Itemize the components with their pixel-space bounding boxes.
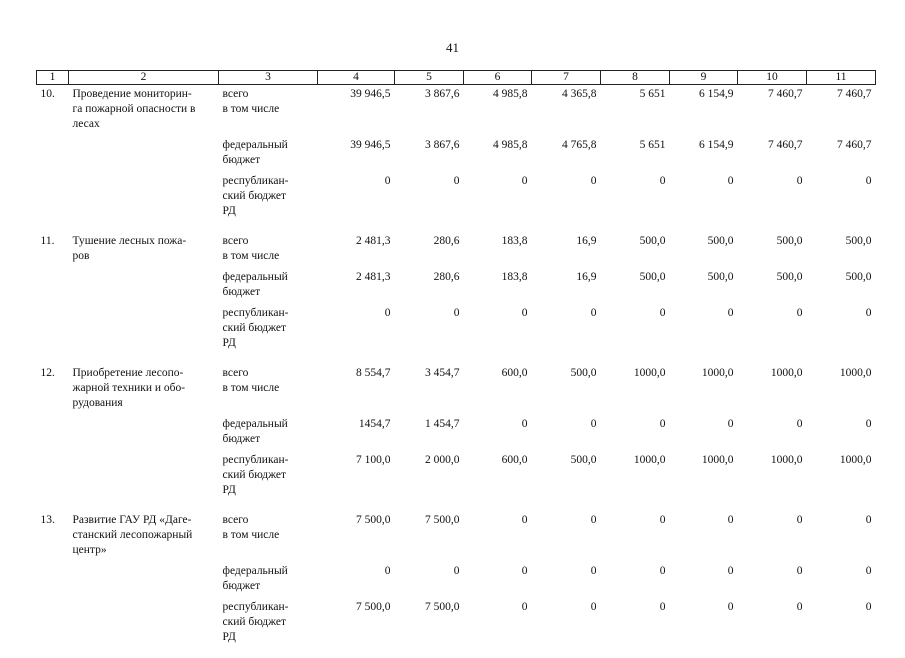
amount-cell: 1000,0	[670, 451, 738, 511]
funding-source: всего в том числе	[219, 364, 318, 415]
amount-cell: 0	[738, 562, 807, 598]
amount-cell: 500,0	[738, 268, 807, 304]
amount-cell: 0	[738, 415, 807, 451]
amount-cell: 16,9	[532, 232, 601, 268]
amount-cell: 0	[601, 511, 670, 562]
amount-cell: 6 154,9	[670, 85, 738, 137]
amount-cell: 7 460,7	[807, 85, 876, 137]
amount-cell: 280,6	[395, 268, 464, 304]
amount-cell: 0	[601, 304, 670, 364]
amount-cell: 3 867,6	[395, 136, 464, 172]
funding-source: республикан- ский бюджет РД	[219, 172, 318, 232]
amount-cell: 500,0	[670, 232, 738, 268]
amount-cell: 0	[807, 598, 876, 658]
header-row	[37, 71, 876, 85]
amount-cell: 500,0	[738, 232, 807, 268]
table-row	[37, 268, 876, 304]
amount-cell: 0	[318, 562, 395, 598]
amount-cell: 0	[532, 415, 601, 451]
amount-cell: 2 481,3	[318, 268, 395, 304]
amount-cell: 1000,0	[601, 364, 670, 415]
column-header-5: 5	[395, 71, 464, 85]
activity-name: Проведение мониторин- га пожарной опасности в лесах	[69, 85, 219, 137]
amount-cell: 2 000,0	[395, 451, 464, 511]
amount-cell: 0	[738, 511, 807, 562]
row-index	[37, 172, 69, 232]
activity-name	[69, 415, 219, 451]
funding-source: федеральный бюджет	[219, 562, 318, 598]
row-index	[37, 136, 69, 172]
table-row	[37, 304, 876, 364]
amount-cell: 0	[670, 511, 738, 562]
amount-cell: 5 651	[601, 85, 670, 137]
funding-source: федеральный бюджет	[219, 136, 318, 172]
amount-cell: 7 500,0	[318, 598, 395, 658]
amount-cell: 1454,7	[318, 415, 395, 451]
amount-cell: 0	[464, 511, 532, 562]
amount-cell: 3 454,7	[395, 364, 464, 415]
amount-cell: 0	[395, 304, 464, 364]
amount-cell: 0	[318, 304, 395, 364]
table-row	[37, 451, 876, 511]
activity-name	[69, 598, 219, 658]
amount-cell: 1000,0	[807, 364, 876, 415]
amount-cell: 0	[670, 415, 738, 451]
amount-cell: 1000,0	[601, 451, 670, 511]
amount-cell: 16,9	[532, 268, 601, 304]
activity-name: Приобретение лесопо- жарной техники и обо- рудования	[69, 364, 219, 415]
funding-source: всего в том числе	[219, 511, 318, 562]
amount-cell: 0	[601, 172, 670, 232]
funding-source: всего в том числе	[219, 232, 318, 268]
amount-cell: 0	[464, 562, 532, 598]
amount-cell: 4 985,8	[464, 136, 532, 172]
amount-cell: 0	[807, 172, 876, 232]
table-row	[37, 598, 876, 658]
table-row	[37, 232, 876, 268]
table-row	[37, 511, 876, 562]
column-header-9: 9	[670, 71, 738, 85]
amount-cell: 6 154,9	[670, 136, 738, 172]
amount-cell: 3 867,6	[395, 85, 464, 137]
amount-cell: 183,8	[464, 268, 532, 304]
amount-cell: 5 651	[601, 136, 670, 172]
amount-cell: 1 454,7	[395, 415, 464, 451]
funding-source: федеральный бюджет	[219, 268, 318, 304]
column-header-3: 3	[219, 71, 318, 85]
funding-source: республикан- ский бюджет РД	[219, 451, 318, 511]
amount-cell: 0	[670, 562, 738, 598]
amount-cell: 39 946,5	[318, 136, 395, 172]
column-header-7: 7	[532, 71, 601, 85]
amount-cell: 7 500,0	[395, 511, 464, 562]
amount-cell: 7 460,7	[738, 136, 807, 172]
row-index: 13.	[37, 511, 69, 562]
funding-source: республикан- ский бюджет РД	[219, 598, 318, 658]
table-row	[37, 364, 876, 415]
amount-cell: 600,0	[464, 451, 532, 511]
table-body	[37, 85, 876, 658]
page-number: 41	[0, 40, 905, 56]
table-row	[37, 562, 876, 598]
activity-name	[69, 451, 219, 511]
table-header	[37, 71, 876, 85]
amount-cell: 8 554,7	[318, 364, 395, 415]
activity-name: Тушение лесных пожа- ров	[69, 232, 219, 268]
activity-name	[69, 268, 219, 304]
row-index	[37, 415, 69, 451]
row-index	[37, 304, 69, 364]
amount-cell: 1000,0	[807, 451, 876, 511]
amount-cell: 4 985,8	[464, 85, 532, 137]
column-header-2: 2	[69, 71, 219, 85]
amount-cell: 1000,0	[670, 364, 738, 415]
amount-cell: 0	[738, 598, 807, 658]
amount-cell: 0	[807, 415, 876, 451]
amount-cell: 0	[601, 562, 670, 598]
activity-name	[69, 136, 219, 172]
amount-cell: 0	[601, 415, 670, 451]
amount-cell: 0	[807, 511, 876, 562]
activity-name	[69, 562, 219, 598]
amount-cell: 500,0	[807, 268, 876, 304]
amount-cell: 500,0	[670, 268, 738, 304]
amount-cell: 500,0	[601, 232, 670, 268]
amount-cell: 1000,0	[738, 364, 807, 415]
table-row	[37, 415, 876, 451]
amount-cell: 0	[601, 598, 670, 658]
amount-cell: 0	[738, 172, 807, 232]
amount-cell: 183,8	[464, 232, 532, 268]
amount-cell: 500,0	[807, 232, 876, 268]
row-index: 11.	[37, 232, 69, 268]
amount-cell: 1000,0	[738, 451, 807, 511]
amount-cell: 0	[670, 598, 738, 658]
amount-cell: 7 500,0	[395, 598, 464, 658]
column-header-10: 10	[738, 71, 807, 85]
column-header-4: 4	[318, 71, 395, 85]
row-index	[37, 268, 69, 304]
amount-cell: 0	[464, 304, 532, 364]
amount-cell: 4 365,8	[532, 85, 601, 137]
amount-cell: 7 500,0	[318, 511, 395, 562]
column-header-1: 1	[37, 71, 69, 85]
amount-cell: 0	[532, 511, 601, 562]
amount-cell: 280,6	[395, 232, 464, 268]
amount-cell: 0	[318, 172, 395, 232]
amount-cell: 600,0	[464, 364, 532, 415]
amount-cell: 0	[532, 172, 601, 232]
amount-cell: 7 460,7	[738, 85, 807, 137]
amount-cell: 0	[670, 304, 738, 364]
amount-cell: 500,0	[532, 364, 601, 415]
row-index	[37, 598, 69, 658]
activity-name	[69, 304, 219, 364]
amount-cell: 0	[395, 562, 464, 598]
amount-cell: 39 946,5	[318, 85, 395, 137]
funding-source: федеральный бюджет	[219, 415, 318, 451]
amount-cell: 500,0	[532, 451, 601, 511]
row-index: 12.	[37, 364, 69, 415]
amount-cell: 0	[532, 598, 601, 658]
funding-source: всего в том числе	[219, 85, 318, 137]
amount-cell: 0	[464, 415, 532, 451]
amount-cell: 0	[532, 562, 601, 598]
amount-cell: 0	[670, 172, 738, 232]
activity-name: Развитие ГАУ РД «Даге- станский лесопожарный центр»	[69, 511, 219, 562]
amount-cell: 0	[807, 304, 876, 364]
column-header-6: 6	[464, 71, 532, 85]
amount-cell: 0	[464, 598, 532, 658]
amount-cell: 0	[532, 304, 601, 364]
amount-cell: 2 481,3	[318, 232, 395, 268]
amount-cell: 0	[464, 172, 532, 232]
funding-source: республикан- ский бюджет РД	[219, 304, 318, 364]
amount-cell: 0	[738, 304, 807, 364]
table-row	[37, 172, 876, 232]
amount-cell: 0	[807, 562, 876, 598]
column-header-8: 8	[601, 71, 670, 85]
amount-cell: 0	[395, 172, 464, 232]
activity-name	[69, 172, 219, 232]
column-header-11: 11	[807, 71, 876, 85]
row-index	[37, 562, 69, 598]
table-row	[37, 136, 876, 172]
amount-cell: 7 460,7	[807, 136, 876, 172]
amount-cell: 7 100,0	[318, 451, 395, 511]
budget-table	[36, 70, 876, 658]
amount-cell: 500,0	[601, 268, 670, 304]
amount-cell: 4 765,8	[532, 136, 601, 172]
row-index	[37, 451, 69, 511]
row-index: 10.	[37, 85, 69, 137]
table-row	[37, 85, 876, 137]
